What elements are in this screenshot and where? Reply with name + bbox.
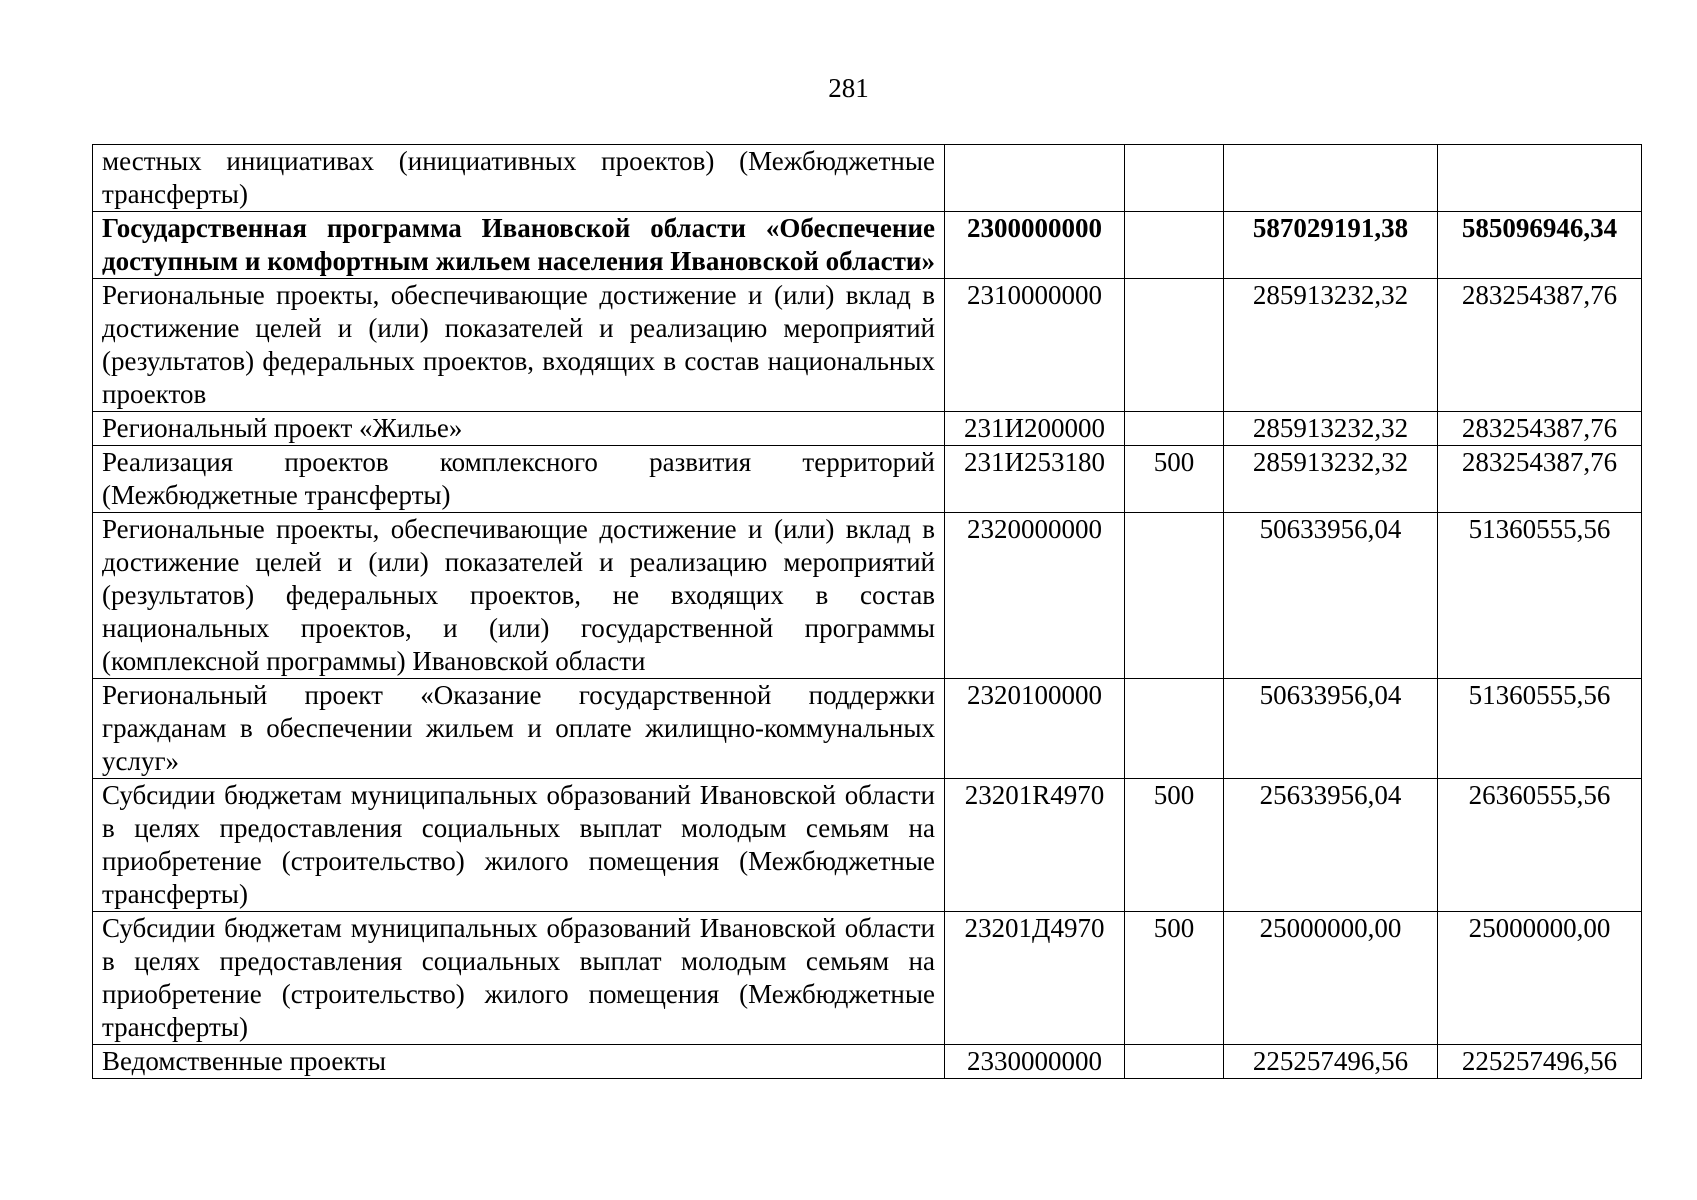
page-number: 281 [828, 73, 869, 103]
row-code: 2330000000 [945, 1045, 1125, 1079]
budget-table [92, 144, 1642, 1079]
row-expense-type [1125, 412, 1224, 446]
table-row [93, 1045, 1642, 1079]
row-sum-2: 585096946,34 [1438, 212, 1642, 279]
row-expense-type: 500 [1125, 912, 1224, 1045]
row-name: Региональный проект «Жилье» [93, 412, 945, 446]
table-row [93, 912, 1642, 1045]
row-expense-type: 500 [1125, 779, 1224, 912]
row-sum-1: 285913232,32 [1224, 279, 1438, 412]
row-expense-type [1125, 513, 1224, 679]
row-expense-type [1125, 145, 1224, 212]
row-name: Субсидии бюджетам муниципальных образований Ивановской области в целях предоставления социальных выплат молодым семьям на приобретение (строительство) жилого помещения (Межбюджетные трансферты) [93, 779, 945, 912]
row-name: Субсидии бюджетам муниципальных образований Ивановской области в целях предоставления социальных выплат молодым семьям на приобретение (строительство) жилого помещения (Межбюджетные трансферты) [93, 912, 945, 1045]
row-name: Государственная программа Ивановской области «Обеспечение доступным и комфортным жильем населения Ивановской области» [93, 212, 945, 279]
row-expense-type [1125, 679, 1224, 779]
row-name: Региональные проекты, обеспечивающие достижение и (или) вклад в достижение целей и (или) показателей и реализацию мероприятий (результатов) федеральных проектов, входящих в состав национальных проектов [93, 279, 945, 412]
table-row [93, 212, 1642, 279]
row-sum-1 [1224, 145, 1438, 212]
row-sum-1: 225257496,56 [1224, 1045, 1438, 1079]
row-name: Ведомственные проекты [93, 1045, 945, 1079]
row-sum-2: 51360555,56 [1438, 679, 1642, 779]
row-expense-type [1125, 212, 1224, 279]
row-expense-type [1125, 1045, 1224, 1079]
table-row [93, 513, 1642, 679]
table-body [93, 145, 1642, 1079]
row-code: 23201Д4970 [945, 912, 1125, 1045]
row-expense-type: 500 [1125, 446, 1224, 513]
table-row [93, 779, 1642, 912]
row-sum-2: 51360555,56 [1438, 513, 1642, 679]
table-row [93, 412, 1642, 446]
row-sum-2: 283254387,76 [1438, 446, 1642, 513]
row-expense-type [1125, 279, 1224, 412]
row-sum-1: 50633956,04 [1224, 513, 1438, 679]
row-code: 2320000000 [945, 513, 1125, 679]
row-sum-1: 25633956,04 [1224, 779, 1438, 912]
row-sum-2: 225257496,56 [1438, 1045, 1642, 1079]
row-code: 2300000000 [945, 212, 1125, 279]
row-name: местных инициативах (инициативных проектов) (Межбюджетные трансферты) [93, 145, 945, 212]
row-sum-2 [1438, 145, 1642, 212]
row-sum-1: 50633956,04 [1224, 679, 1438, 779]
table-row [93, 679, 1642, 779]
row-code: 2320100000 [945, 679, 1125, 779]
row-name: Реализация проектов комплексного развития территорий (Межбюджетные трансферты) [93, 446, 945, 513]
row-code: 2310000000 [945, 279, 1125, 412]
row-name: Региональный проект «Оказание государственной поддержки гражданам в обеспечении жильем и оплате жилищно-коммунальных услуг» [93, 679, 945, 779]
row-code: 23201R4970 [945, 779, 1125, 912]
row-code [945, 145, 1125, 212]
row-sum-2: 26360555,56 [1438, 779, 1642, 912]
row-code: 231И200000 [945, 412, 1125, 446]
table-row [93, 446, 1642, 513]
row-sum-1: 285913232,32 [1224, 446, 1438, 513]
row-sum-2: 283254387,76 [1438, 412, 1642, 446]
row-code: 231И253180 [945, 446, 1125, 513]
row-name: Региональные проекты, обеспечивающие достижение и (или) вклад в достижение целей и (или) показателей и реализацию мероприятий (результатов) федеральных проектов, не входящих в состав национальных проектов, и (или) государственной программы (комплексной программы) Ивановской области [93, 513, 945, 679]
table-row [93, 145, 1642, 212]
row-sum-1: 587029191,38 [1224, 212, 1438, 279]
row-sum-2: 25000000,00 [1438, 912, 1642, 1045]
row-sum-2: 283254387,76 [1438, 279, 1642, 412]
row-sum-1: 285913232,32 [1224, 412, 1438, 446]
row-sum-1: 25000000,00 [1224, 912, 1438, 1045]
table-row [93, 279, 1642, 412]
